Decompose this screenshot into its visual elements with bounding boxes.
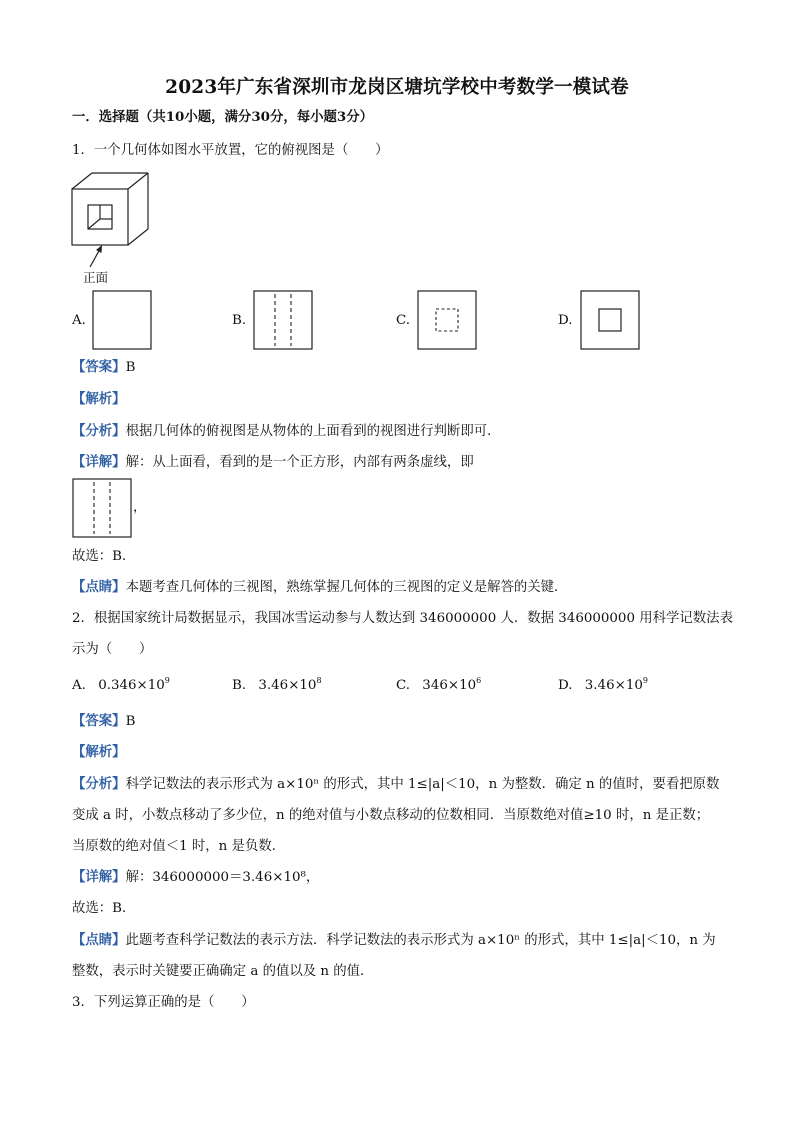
q2-option-c-exp: 6: [476, 676, 482, 685]
q2-choose: 故选：B．: [72, 901, 136, 916]
q2-fenxi-text-1: 科学记数法的表示形式为 a×10ⁿ 的形式，其中 1≤|a|＜10，n 为整数．确定 n 的值时，要看把原数: [125, 777, 720, 792]
front-arrow: [86, 245, 106, 269]
q2-option-c-mantissa: 346×10: [422, 678, 477, 693]
q2-option-a-mantissa: 0.346×10: [98, 678, 165, 693]
q2-answer: B: [125, 714, 136, 729]
q2-option-c: [396, 678, 481, 693]
fenxi-tag: 【分析】: [72, 776, 126, 792]
q1-option-a-figure: [92, 290, 152, 350]
answer-tag: 【答案】: [72, 713, 126, 729]
q2-option-d-exp: 9: [642, 676, 648, 685]
q2-detail: [72, 869, 319, 886]
q2-fenxi-line2: 变成 a 时，小数点移动了多少位，n 的绝对值与小数点移动的位数相同．当原数绝对值≥10 时，n 是正数；: [72, 808, 710, 823]
q2-option-b-mantissa: 3.46×10: [258, 678, 317, 693]
q1-dianjing-text: 本题考查几何体的三视图，熟练掌握几何体的三视图的定义是解答的关键．: [125, 580, 568, 595]
detail-tag: 【详解】: [72, 454, 126, 470]
q1-option-c-figure: [417, 290, 477, 350]
dianjing-tag: 【点睛】: [72, 579, 126, 595]
q2-analysis-tag: 【解析】: [72, 744, 126, 760]
q1-option-b-label: B.: [232, 313, 247, 328]
q1-option-a-label: A.: [72, 313, 86, 328]
q1-choose: 故选：B．: [72, 549, 136, 564]
q1-answer-row: [72, 359, 135, 376]
q2-fenxi-line3: 当原数的绝对值＜1 时，n 是负数．: [72, 839, 286, 854]
q2-option-c-label: C.: [396, 678, 411, 693]
q1-analysis-tag: 【解析】: [72, 391, 126, 407]
q2-option-d-mantissa: 3.46×10: [584, 678, 643, 693]
q3-stem: 3．下列运算正确的是（ ）: [72, 995, 255, 1010]
q2-option-b: [232, 678, 322, 693]
dianjing-tag: 【点睛】: [72, 932, 126, 948]
q1-option-d-figure: [580, 290, 640, 350]
q1-dianjing: [72, 579, 567, 596]
section-heading: 一．选择题（共10小题，满分30分，每小题3分）: [72, 109, 374, 125]
q1-detail-comma: ，: [133, 500, 147, 515]
q1-detail: [72, 454, 474, 471]
q2-stem-line2: 示为（ ）: [72, 642, 153, 657]
q1-detail-text: 解：从上面看，看到的是一个正方形，内部有两条虚线，即: [125, 455, 474, 470]
q2-option-b-exp: 8: [316, 676, 322, 685]
q2-fenxi-line1: [72, 776, 719, 793]
front-label: 正面: [83, 270, 109, 285]
q1-option-b-figure: [253, 290, 313, 350]
q1-fenxi: [72, 423, 501, 440]
q1-option-d-label: D.: [558, 313, 573, 328]
q1-option-c-label: C.: [396, 313, 411, 328]
q2-option-a-label: A.: [72, 678, 86, 693]
q2-option-a-exp: 9: [164, 676, 170, 685]
q2-option-d-label: D.: [558, 678, 573, 693]
q2-option-a: [72, 678, 170, 693]
q1-cube-figure: [70, 170, 160, 260]
q1-detail-figure: [72, 478, 132, 538]
q2-dianjing-line1: [72, 932, 716, 949]
q2-option-b-label: B.: [232, 678, 247, 693]
q2-dianjing-line2: 整数，表示时关键要正确确定 a 的值以及 n 的值．: [72, 964, 374, 979]
detail-tag: 【详解】: [72, 869, 126, 885]
q1-answer: B: [125, 360, 136, 375]
q2-detail-text: 解：346000000＝3.46×10⁸，: [125, 870, 320, 885]
q2-stem-line1: 2．根据国家统计局数据显示，我国冰雪运动参与人数达到 346000000 人．数据 346000000 用科学记数法表: [72, 611, 733, 626]
q2-option-d: [558, 678, 648, 693]
page-title: 2023年广东省深圳市龙岗区塘坑学校中考数学一模试卷: [165, 77, 629, 98]
fenxi-tag: 【分析】: [72, 423, 126, 439]
q1-fenxi-text: 根据几何体的俯视图是从物体的上面看到的视图进行判断即可．: [125, 424, 501, 439]
q1-stem: 1．一个几何体如图水平放置，它的俯视图是（ ）: [72, 143, 389, 158]
q2-dianjing-text-1: 此题考查科学记数法的表示方法．科学记数法的表示形式为 a×10ⁿ 的形式，其中 1≤|a|＜10，n 为: [125, 933, 716, 948]
q2-answer-row: [72, 713, 135, 730]
answer-tag: 【答案】: [72, 359, 126, 375]
